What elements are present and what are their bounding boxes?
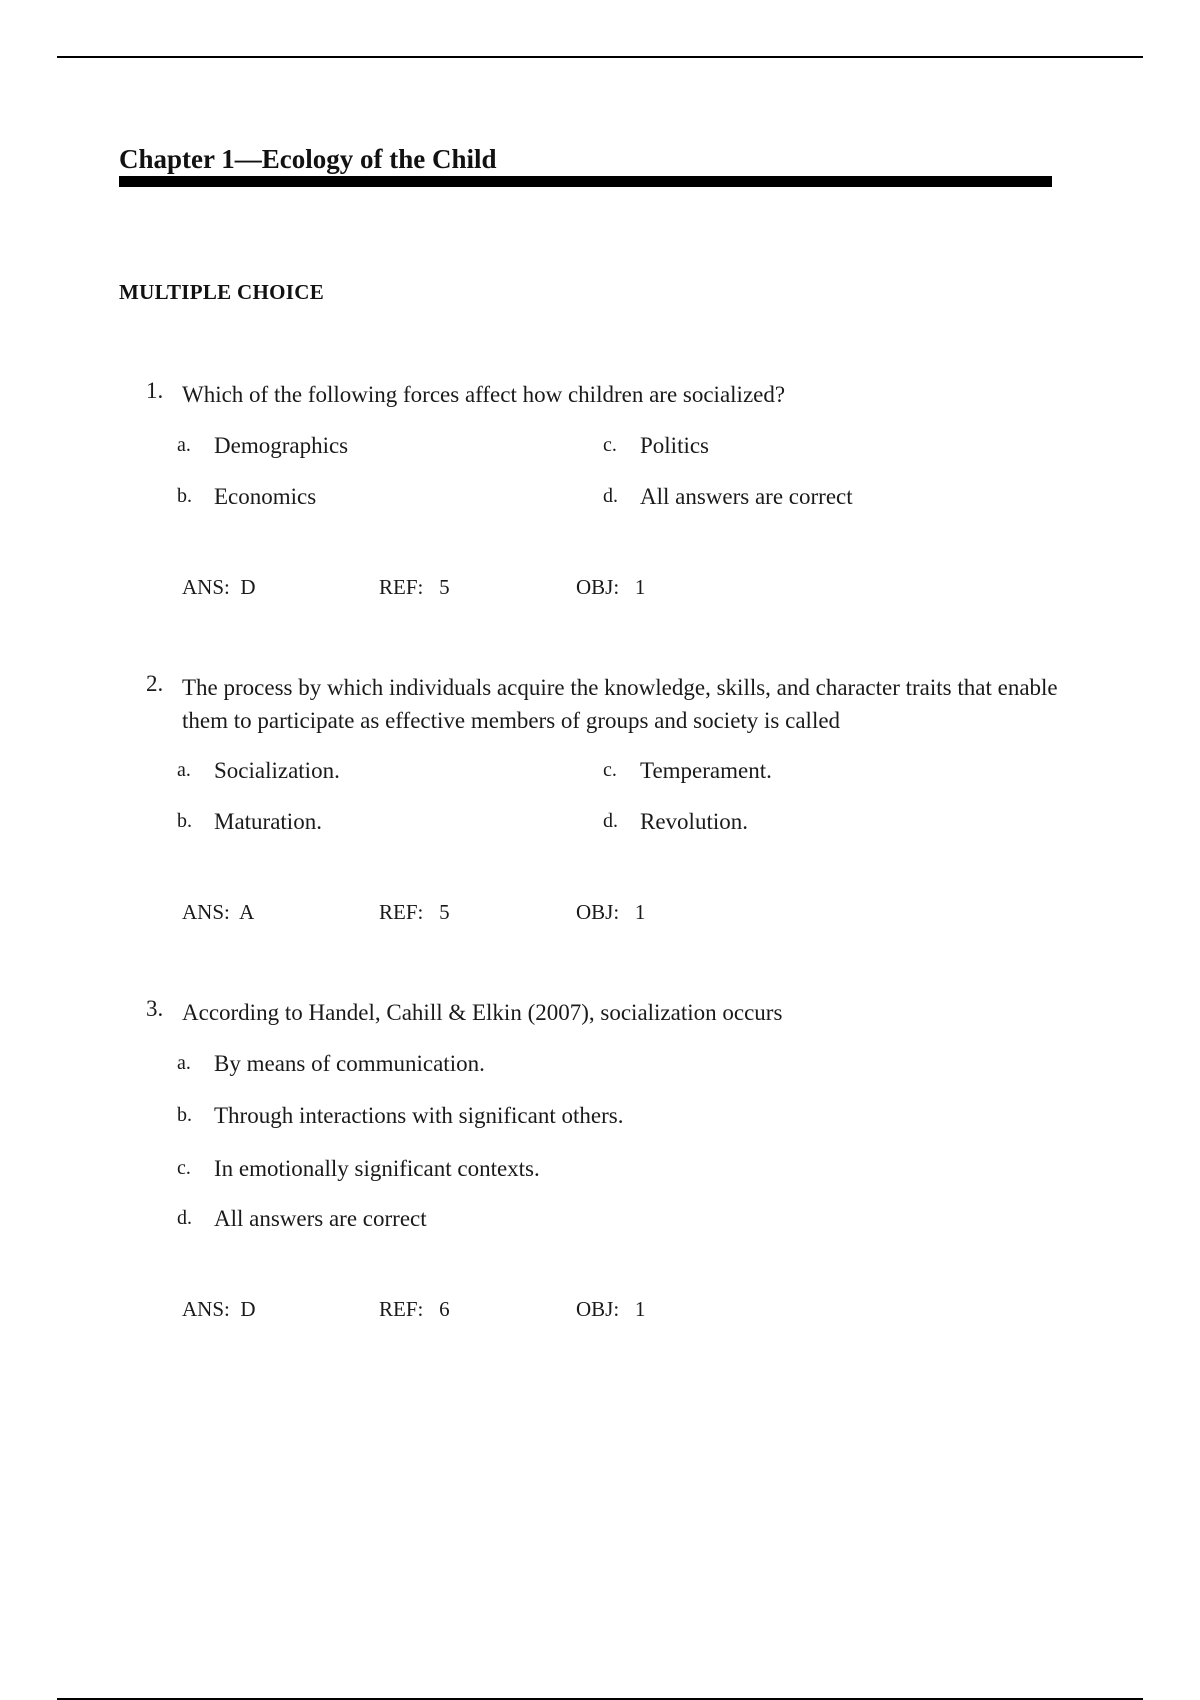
- option-text: All answers are correct: [214, 1206, 427, 1231]
- option-letter: d.: [603, 810, 618, 832]
- option-text: Maturation.: [214, 809, 322, 834]
- option-text: Temperament.: [640, 758, 772, 783]
- option-letter: b.: [177, 810, 192, 832]
- question-text: Which of the following forces affect how children are socialized?: [182, 382, 786, 407]
- reference: REF: 6: [379, 1297, 450, 1321]
- option-text: Demographics: [214, 433, 349, 458]
- option-letter: c.: [177, 1157, 191, 1179]
- option-letter: b.: [177, 1104, 192, 1126]
- option-letter: d.: [177, 1207, 192, 1229]
- question-number: 2.: [146, 671, 164, 696]
- question-text: The process by which individuals acquire the knowledge, skills, and character traits that enable them to participate as effective members of groups and society is called: [182, 675, 1058, 733]
- title-underline-bar: [119, 176, 1052, 187]
- objective: OBJ: 1: [576, 575, 646, 599]
- question-text: According to Handel, Cahill & Elkin (2007), socialization occurs: [182, 1000, 783, 1025]
- question-number: 1.: [146, 378, 164, 403]
- answer-key: ANS: D: [182, 575, 256, 599]
- option-text: Politics: [640, 433, 710, 458]
- option-text: Economics: [214, 484, 317, 509]
- option-letter: a.: [177, 1052, 191, 1074]
- option-text: Revolution.: [640, 809, 748, 834]
- option-text: In emotionally significant contexts.: [214, 1156, 540, 1181]
- option-letter: b.: [177, 485, 192, 507]
- reference: REF: 5: [379, 575, 450, 599]
- answer-key: ANS: D: [182, 1297, 256, 1321]
- option-letter: a.: [177, 434, 191, 456]
- option-text: By means of communication.: [214, 1051, 485, 1076]
- section-heading: MULTIPLE CHOICE: [119, 280, 325, 304]
- objective: OBJ: 1: [576, 900, 646, 924]
- option-letter: c.: [603, 759, 617, 781]
- answer-key: ANS: A: [182, 900, 255, 924]
- top-rule: [57, 56, 1143, 58]
- chapter-title: Chapter 1—Ecology of the Child: [119, 144, 497, 174]
- option-text: Through interactions with significant others.: [214, 1103, 624, 1128]
- option-letter: d.: [603, 485, 618, 507]
- question-number: 3.: [146, 996, 164, 1021]
- option-text: Socialization.: [214, 758, 340, 783]
- objective: OBJ: 1: [576, 1297, 646, 1321]
- option-letter: c.: [603, 434, 617, 456]
- reference: REF: 5: [379, 900, 450, 924]
- option-text: All answers are correct: [640, 484, 853, 509]
- option-letter: a.: [177, 759, 191, 781]
